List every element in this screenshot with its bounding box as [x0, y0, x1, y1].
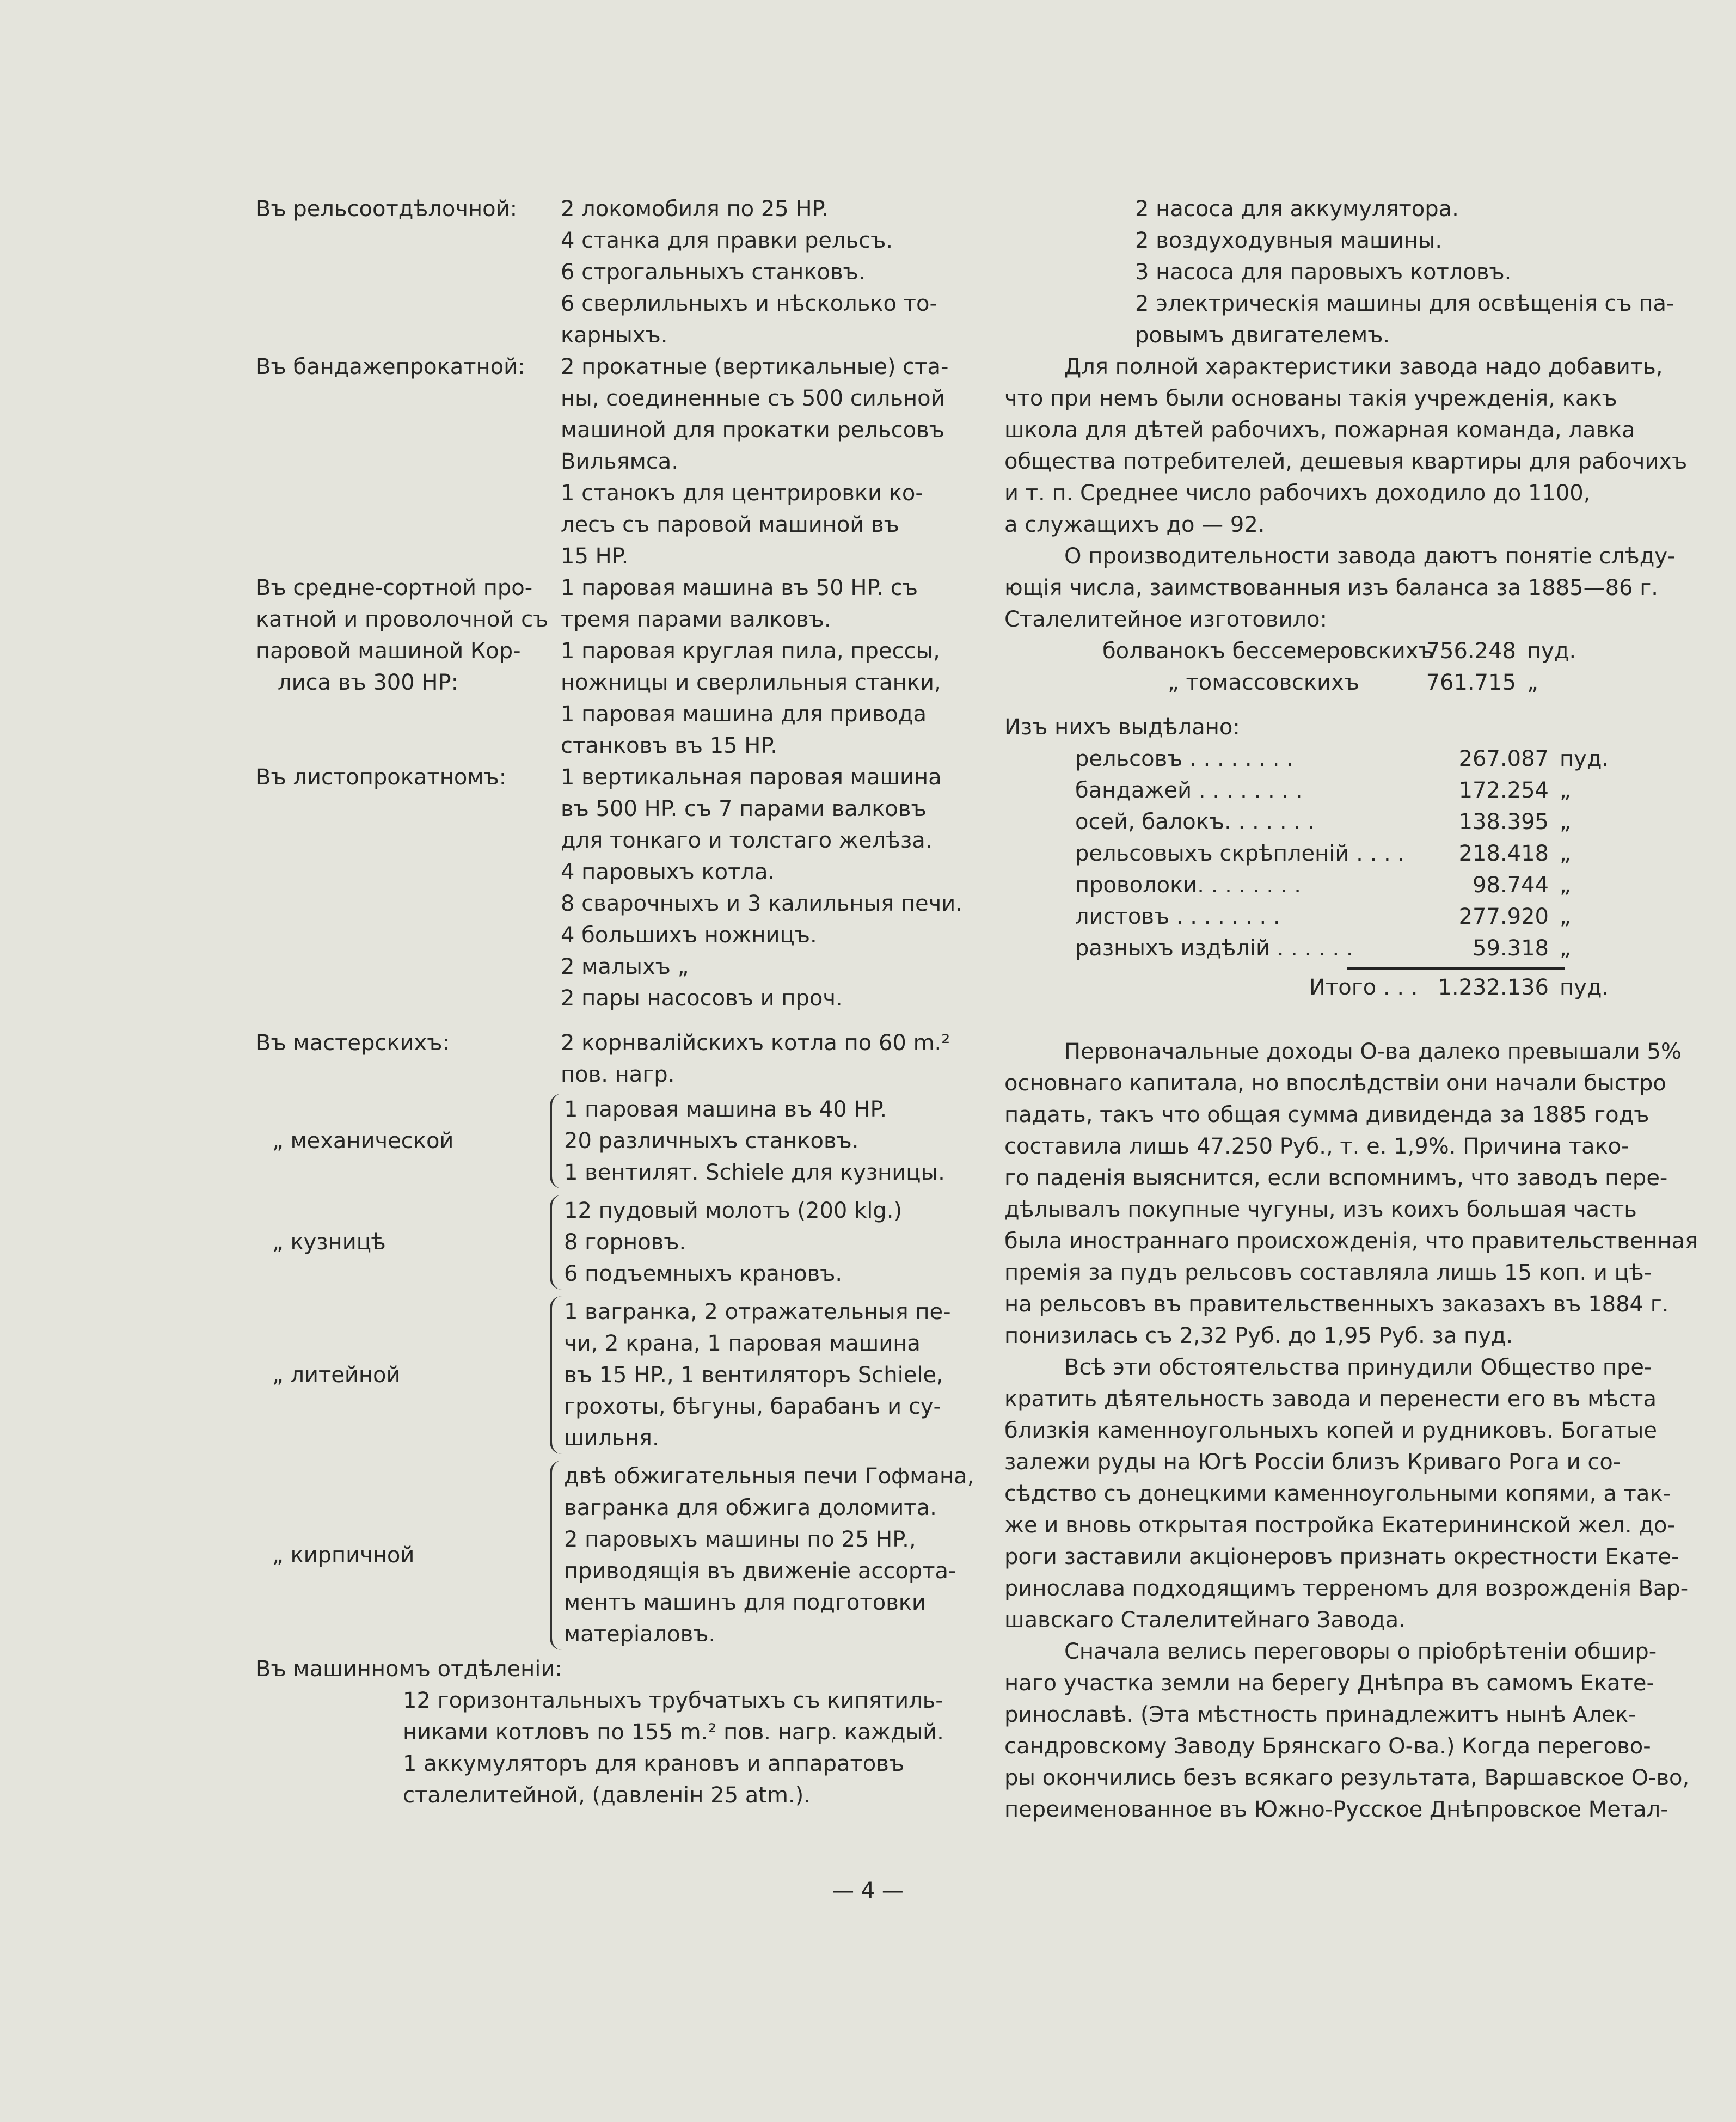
table-row: [1004, 743, 1707, 775]
row-value: 277.920: [1458, 904, 1549, 929]
text-line: была иностраннаго происхожденія, что правительственная: [1004, 1229, 1698, 1254]
item-line: станковъ въ 15 HP.: [561, 733, 777, 758]
paragraph-relocation: [1004, 1352, 1707, 1636]
text-line: ры окончились безъ всякаго результата, Варшавское О-во,: [1004, 1765, 1690, 1790]
item-line: 2 малыхъ „: [561, 954, 689, 979]
row-value: 138.395: [1458, 809, 1549, 835]
item-line: 2 прокатные (вертикальные) ста-: [561, 354, 949, 379]
item-line: лесъ съ паровой машиной въ: [561, 512, 899, 537]
item-line: 2 корнвалійскихъ котла по 60 m.²: [561, 1031, 950, 1056]
item-line: 1 паровая машина въ 40 HP.: [564, 1097, 887, 1122]
text-line: премія за пудъ рельсовъ составляла лишь 15 коп. и цѣ-: [1004, 1260, 1652, 1285]
section-label: „ кузницѣ: [272, 1230, 386, 1255]
item-line: машиной для прокатки рельсовъ: [561, 418, 944, 443]
item-line: 20 различныхъ станковъ.: [564, 1129, 859, 1154]
item-line: 2 пары насосовъ и проч.: [561, 986, 843, 1011]
item-line: сталелитейной, (давленін 25 atm.).: [403, 1783, 811, 1808]
row-value: 218.418: [1458, 841, 1549, 866]
text-line: кратить дѣятельность завода и перенести его въ мѣста: [1004, 1387, 1657, 1412]
row-unit: „: [1560, 904, 1571, 929]
ingots-table: [1004, 635, 1707, 698]
row-name: разныхъ издѣлій . . . . . .: [1075, 936, 1353, 961]
item-line: ровымъ двигателемъ.: [1135, 323, 1390, 348]
row-value: 267.087: [1458, 746, 1549, 771]
section-label: лиса въ 300 HP:: [278, 670, 459, 695]
item-line: ны, соединенные съ 500 сильной: [561, 386, 945, 411]
text-line: Для полной характеристики завода надо добавить,: [1064, 354, 1663, 379]
row-value: 1.232.136: [1438, 975, 1549, 1000]
table-row: [1004, 869, 1707, 901]
row-unit: „: [1560, 936, 1571, 961]
text-line: О производительности завода даютъ понятіе слѣду-: [1064, 544, 1676, 569]
text-line: Сначала велись переговоры о пріобрѣтеніи обшир-: [1064, 1639, 1657, 1664]
item-line: Вильямса.: [561, 449, 679, 474]
item-line: 1 аккумуляторъ для крановъ и аппаратовъ: [403, 1751, 905, 1776]
item-line: тремя парами валковъ.: [561, 607, 831, 632]
section-machine-room: [256, 1685, 985, 1811]
brace-group: [550, 1195, 985, 1290]
row-name: „ томассовскихъ: [1168, 670, 1360, 695]
item-line: 12 горизонтальныхъ трубчатыхъ съ кипятиль-: [403, 1688, 943, 1713]
item-line: ментъ машинъ для подготовки: [564, 1590, 926, 1615]
section-label: катной и проволочной съ: [256, 607, 549, 632]
section-rail-finishing: [256, 193, 985, 351]
item-line: грохоты, бѣгуны, барабанъ и су-: [564, 1394, 941, 1419]
row-name: проволоки. . . . . . . .: [1075, 873, 1301, 898]
text-line: ринослава подходящимъ терреномъ для возрожденія Вар-: [1004, 1576, 1689, 1601]
text-line: что при немъ были основаны такія учрежденія, какъ: [1004, 386, 1617, 411]
item-line: 8 горновъ.: [564, 1230, 686, 1255]
section-band-rolling: [256, 351, 985, 572]
text-line: наго участка земли на берегу Днѣпра въ самомъ Екате-: [1004, 1671, 1654, 1696]
item-line: 3 насоса для паровыхъ котловъ.: [1135, 260, 1512, 285]
text-line: сѣдство съ донецкими каменноугольными копями, а так-: [1004, 1481, 1671, 1506]
text-line: залежи руды на Югѣ Россіи близъ Криваго Рога и со-: [1004, 1450, 1621, 1475]
machine-room-continued: [1004, 193, 1707, 351]
row-unit: „: [1560, 873, 1571, 898]
section-label: „ литейной: [272, 1363, 401, 1388]
row-unit: „: [1527, 670, 1538, 695]
paragraph-characteristics: [1004, 351, 1707, 541]
paragraph-dividends: [1004, 1036, 1707, 1352]
item-line: 1 вентилят. Schiele для кузницы.: [564, 1160, 945, 1185]
text-line: Первоначальные доходы О-ва далеко превышали 5%: [1064, 1039, 1682, 1064]
text-line: сандровскому Заводу Брянскаго О-ва.) Когда перегово-: [1004, 1734, 1651, 1759]
section-mechanical: [256, 1090, 985, 1192]
text-line: и т. п. Среднее число рабочихъ доходило до 1100,: [1004, 481, 1591, 506]
item-line: 6 подъемныхъ крановъ.: [564, 1261, 843, 1286]
brace-group: [550, 1094, 985, 1188]
total-rule: [1347, 967, 1565, 970]
item-line: 2 электрическія машины для освѣщенія съ па-: [1135, 291, 1674, 316]
item-line: 2 локомобиля по 25 HP.: [561, 197, 829, 222]
section-label: Въ рельсоотдѣлочной:: [256, 197, 518, 222]
text-line: ющія числа, заимствованныя изъ баланса за 1885—86 г.: [1004, 575, 1658, 600]
text-line: Сталелитейное изготовило:: [1004, 607, 1327, 632]
text-line: школа для дѣтей рабочихъ, пожарная команда, лавка: [1004, 418, 1635, 443]
table-row: [1004, 838, 1707, 869]
item-line: 1 станокъ для центрировки ко-: [561, 481, 923, 506]
text-line: ринославѣ. (Эта мѣстность принадлежитъ нынѣ Алек-: [1004, 1702, 1636, 1727]
text-line: падать, такъ что общая сумма дивиденда за 1885 годъ: [1004, 1102, 1649, 1127]
text-line: а служащихъ до — 92.: [1004, 512, 1265, 537]
item-line: 4 паровыхъ котла.: [561, 860, 775, 885]
table-row: [1004, 806, 1707, 838]
text-line: же и вновь открытая постройка Екатерининской жел. до-: [1004, 1513, 1675, 1538]
row-unit: пуд.: [1527, 639, 1576, 664]
text-line: общества потребителей, дешевыя квартиры для рабочихъ: [1004, 449, 1688, 474]
item-line: 1 паровая машина въ 50 HP. съ: [561, 575, 918, 600]
text-line: шавскаго Сталелитейнаго Завода.: [1004, 1608, 1406, 1633]
row-name: бандажей . . . . . . . .: [1075, 778, 1303, 803]
item-line: 6 сверлильныхъ и нѣсколько то-: [561, 291, 937, 316]
item-line: въ 15 HP., 1 вентиляторъ Schiele,: [564, 1363, 943, 1388]
row-name: болванокъ бессемеровскихъ: [1102, 639, 1434, 664]
brace-group: [550, 1296, 985, 1454]
text-line: близкія каменноугольныхъ копей и рудниковъ. Богатые: [1004, 1418, 1657, 1443]
text-line: роги заставили акціонеровъ признать окрестности Екате-: [1004, 1544, 1679, 1569]
section-foundry: [256, 1293, 985, 1457]
item-line: матеріаловъ.: [564, 1622, 716, 1647]
item-line: 1 паровая круглая пила, прессы,: [561, 639, 940, 664]
item-line: 12 пудовый молотъ (200 klg.): [564, 1198, 903, 1223]
paragraph-productivity: [1004, 541, 1707, 635]
total-row: [1004, 972, 1707, 1003]
text-line: основнаго капитала, но впослѣдствіи они начали быстро: [1004, 1071, 1666, 1096]
section-label: Въ машинномъ отдѣленіи:: [256, 1657, 562, 1682]
table-row: [1004, 901, 1707, 933]
row-unit: пуд.: [1560, 975, 1609, 1000]
item-line: 1 вертикальная паровая машина: [561, 765, 942, 790]
section-sheet-rolling: [256, 762, 985, 1014]
section-workshops: [256, 1027, 985, 1090]
item-line: въ 500 HP. съ 7 парами валковъ: [561, 796, 927, 821]
products-label: Изъ нихъ выдѣлано:: [1004, 715, 1240, 740]
products-table: [1004, 743, 1707, 1003]
item-line: 6 строгальныхъ станковъ.: [561, 260, 866, 285]
item-line: пов. нагр.: [561, 1062, 675, 1087]
paragraph-negotiations: [1004, 1636, 1707, 1825]
section-label: Въ средне-сортной про-: [256, 575, 533, 600]
section-label: „ кирпичной: [272, 1543, 415, 1568]
row-unit: пуд.: [1560, 746, 1609, 771]
text-line: составила лишь 47.250 Руб., т. е. 1,9%. Причина тако-: [1004, 1134, 1629, 1159]
text-line: го паденія выяснится, если вспомнимъ, что заводъ пере-: [1004, 1166, 1668, 1191]
section-label: Въ листопрокатномъ:: [256, 765, 507, 790]
row-value: 756.248: [1426, 639, 1516, 664]
table-row: [1004, 775, 1707, 806]
section-label: Въ мастерскихъ:: [256, 1031, 450, 1056]
item-line: 1 вагранка, 2 отражательныя пе-: [564, 1299, 951, 1324]
section-medium-rolling: [256, 572, 985, 762]
section-smithy: [256, 1192, 985, 1293]
item-line: шильня.: [564, 1426, 659, 1451]
row-value: 172.254: [1458, 778, 1549, 803]
item-line: чи, 2 крана, 1 паровая машина: [564, 1331, 921, 1356]
item-line: 2 воздуходувныя машины.: [1135, 228, 1443, 253]
row-name: рельсовъ . . . . . . . .: [1075, 746, 1293, 771]
item-line: никами котловъ по 155 m.² пов. нагр. каждый.: [403, 1720, 944, 1745]
item-line: 2 насоса для аккумулятора.: [1135, 197, 1459, 222]
row-unit: „: [1560, 778, 1571, 803]
item-line: двѣ обжигательныя печи Гофмана,: [564, 1464, 974, 1489]
item-line: 4 станка для правки рельсъ.: [561, 228, 893, 253]
section-brick: [256, 1457, 985, 1653]
item-line: 15 HP.: [561, 544, 629, 569]
row-unit: „: [1560, 841, 1571, 866]
left-column: [256, 193, 985, 1811]
row-name: осей, балокъ. . . . . . .: [1075, 809, 1315, 835]
item-line: 1 паровая машина для привода: [561, 702, 927, 727]
section-label: „ механической: [272, 1129, 454, 1154]
text-line: Всѣ эти обстоятельства принудили Общество пре-: [1064, 1355, 1652, 1380]
right-column: [1004, 193, 1707, 1825]
row-value: 98.744: [1473, 873, 1549, 898]
text-line: дѣлывалъ покупные чугуны, изъ коихъ большая часть: [1004, 1197, 1637, 1222]
item-line: 4 большихъ ножницъ.: [561, 923, 817, 948]
section-label: паровой машиной Кор-: [256, 639, 521, 664]
brace-group: [550, 1461, 985, 1650]
table-row: [1004, 667, 1707, 698]
item-line: для тонкаго и толстаго желѣза.: [561, 828, 933, 853]
item-line: карныхъ.: [561, 323, 668, 348]
item-line: приводящія въ движеніе ассорта-: [564, 1559, 956, 1584]
row-value: 59.318: [1473, 936, 1549, 961]
item-line: 8 сварочныхъ и 3 калильныя печи.: [561, 891, 962, 916]
item-line: вагранка для обжига доломита.: [564, 1495, 937, 1520]
row-value: 761.715: [1426, 670, 1516, 695]
section-label: Въ бандажепрокатной:: [256, 354, 525, 379]
row-name: рельсовыхъ скрѣпленій . . . .: [1075, 841, 1405, 866]
table-row: [1004, 635, 1707, 667]
row-name: листовъ . . . . . . . .: [1075, 904, 1280, 929]
item-line: ножницы и сверлильныя станки,: [561, 670, 941, 695]
table-row: [1004, 933, 1707, 964]
text-line: на рельсовъ въ правительственныхъ заказахъ въ 1884 г.: [1004, 1292, 1669, 1317]
row-unit: „: [1560, 809, 1571, 835]
row-name: Итого . . .: [1309, 975, 1418, 1000]
text-line: понизилась съ 2,32 Руб. до 1,95 Руб. за пуд.: [1004, 1323, 1513, 1348]
item-line: 2 паровыхъ машины по 25 HP.,: [564, 1527, 916, 1552]
text-line: переименованное въ Южно-Русское Днѣпровское Метал-: [1004, 1797, 1668, 1822]
page-number: — 4 —: [832, 1878, 904, 1903]
